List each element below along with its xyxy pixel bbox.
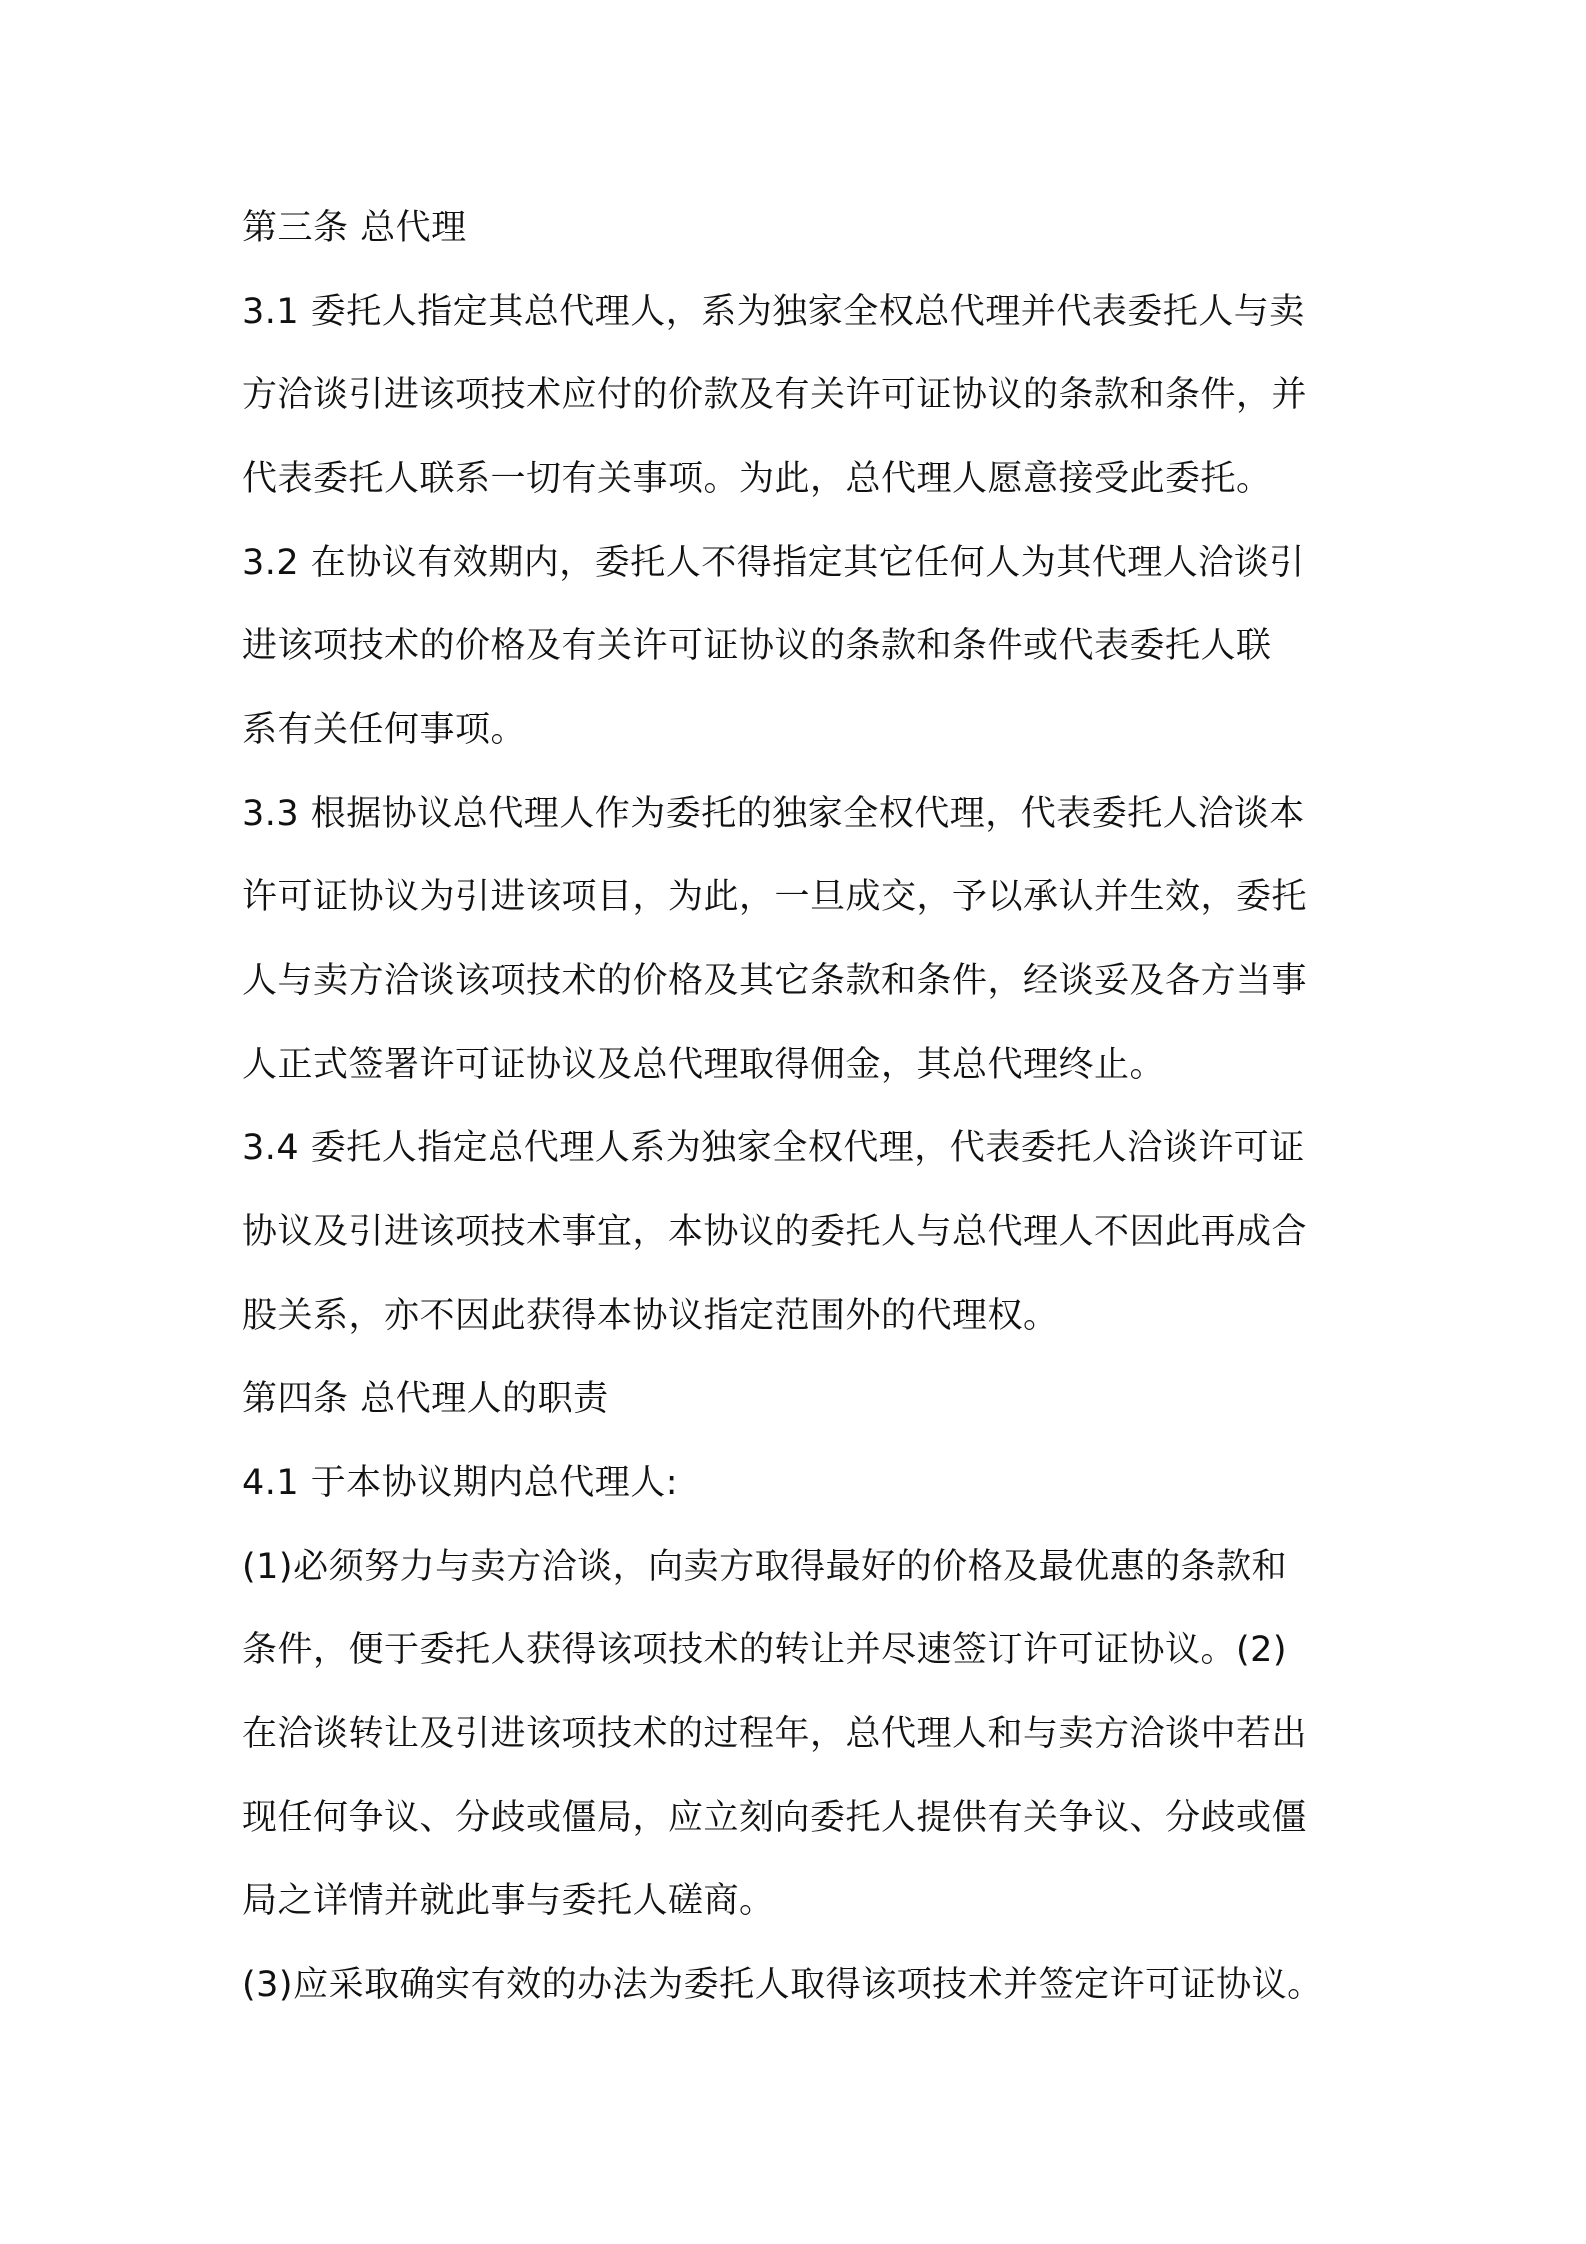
article-4-heading: 第四条 总代理人的职责: [242, 1379, 609, 1419]
text-line: (1)必须努力与卖方洽谈，向卖方取得最好的价格及最优惠的条款和: [242, 1547, 1288, 1587]
text-line: 条件，便于委托人获得该项技术的转让并尽速签订许可证协议。(2): [242, 1630, 1288, 1670]
text-line: 进该项技术的价格及有关许可证协议的条款和条件或代表委托人联: [242, 626, 1272, 666]
text-line: 股关系，亦不因此获得本协议指定范围外的代理权。: [242, 1296, 1059, 1336]
article-3-heading: 第三条 总代理: [242, 208, 467, 248]
text-line: (3)应采取确实有效的办法为委托人取得该项技术并签定许可证协议。: [242, 1965, 1323, 2005]
text-line: 方洽谈引进该项技术应付的价款及有关许可证协议的条款和条件，并: [242, 375, 1308, 415]
text-line: 代表委托人联系一切有关事项。为此，总代理人愿意接受此委托。: [242, 459, 1272, 499]
text-line: 协议及引进该项技术事宜，本协议的委托人与总代理人不因此再成合: [242, 1212, 1308, 1252]
text-line: 在洽谈转让及引进该项技术的过程年，总代理人和与卖方洽谈中若出: [242, 1714, 1308, 1754]
text-line: 人正式签署许可证协议及总代理取得佣金，其总代理终止。: [242, 1045, 1166, 1085]
text-line: 3.4 委托人指定总代理人系为独家全权代理，代表委托人洽谈许可证: [242, 1128, 1305, 1168]
text-line: 许可证协议为引进该项目，为此，一旦成交，予以承认并生效，委托: [242, 877, 1308, 917]
text-line: 系有关任何事项。: [242, 710, 527, 750]
text-line: 3.2 在协议有效期内，委托人不得指定其它任何人为其代理人洽谈引: [242, 543, 1305, 583]
text-line: 4.1 于本协议期内总代理人:: [242, 1463, 679, 1503]
text-line: 局之详情并就此事与委托人磋商。: [242, 1881, 775, 1921]
text-line: 3.1 委托人指定其总代理人，系为独家全权总代理并代表委托人与卖: [242, 292, 1305, 332]
text-line: 人与卖方洽谈该项技术的价格及其它条款和条件，经谈妥及各方当事: [242, 961, 1308, 1001]
text-line: 3.3 根据协议总代理人作为委托的独家全权代理，代表委托人洽谈本: [242, 794, 1305, 834]
text-line: 现任何争议、分歧或僵局，应立刻向委托人提供有关争议、分歧或僵: [242, 1798, 1308, 1838]
